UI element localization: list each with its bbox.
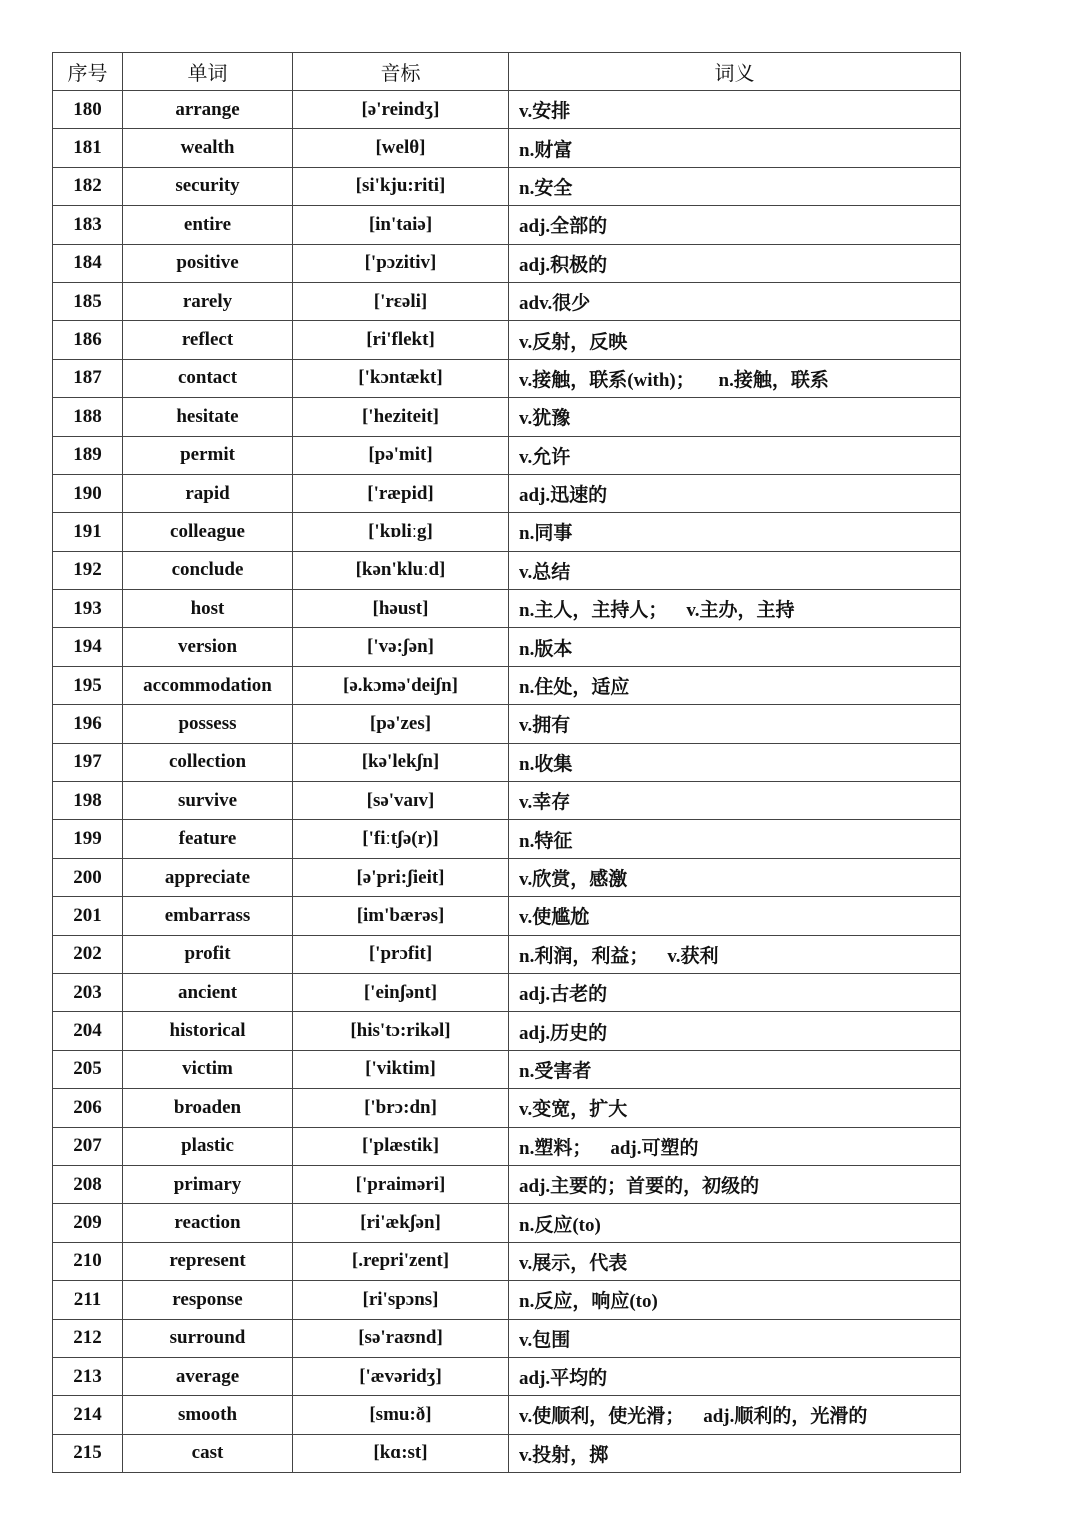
row-meaning: n.塑料； adj.可塑的 (509, 1127, 961, 1165)
row-word: entire (123, 206, 293, 244)
vocabulary-table (52, 52, 961, 1473)
table-row (53, 897, 961, 935)
row-meaning: v.投射，掷 (509, 1434, 961, 1472)
row-meaning: n.收集 (509, 743, 961, 781)
row-meaning: v.犹豫 (509, 398, 961, 436)
table-row (53, 167, 961, 205)
row-number: 188 (53, 398, 123, 436)
row-number: 212 (53, 1319, 123, 1357)
row-number: 206 (53, 1089, 123, 1127)
row-word: broaden (123, 1089, 293, 1127)
row-meaning: n.财富 (509, 129, 961, 167)
row-phonetic: [ə.kɔmə'deiʃn] (293, 666, 509, 704)
row-word: reflect (123, 321, 293, 359)
row-word: feature (123, 820, 293, 858)
row-meaning: v.接触，联系(with)； n.接触，联系 (509, 359, 961, 397)
row-meaning: v.包围 (509, 1319, 961, 1357)
row-phonetic: [sə'raʊnd] (293, 1319, 509, 1357)
row-phonetic: [welθ] (293, 129, 509, 167)
table-row (53, 398, 961, 436)
table-row (53, 743, 961, 781)
row-word: conclude (123, 551, 293, 589)
row-number: 210 (53, 1242, 123, 1280)
row-phonetic: [smu:ð] (293, 1396, 509, 1434)
row-word: wealth (123, 129, 293, 167)
table-row (53, 551, 961, 589)
row-meaning: v.欣赏，感激 (509, 858, 961, 896)
row-phonetic: ['ævəridʒ] (293, 1357, 509, 1395)
row-word: primary (123, 1165, 293, 1203)
row-phonetic: ['viktim] (293, 1050, 509, 1088)
row-phonetic: ['fiːtʃə(r)] (293, 820, 509, 858)
row-number: 197 (53, 743, 123, 781)
row-phonetic: [pə'zes] (293, 705, 509, 743)
row-phonetic: [kɑ:st] (293, 1434, 509, 1472)
row-meaning: n.反应，响应(to) (509, 1281, 961, 1319)
row-word: victim (123, 1050, 293, 1088)
table-row (53, 1204, 961, 1242)
row-phonetic: [pə'mit] (293, 436, 509, 474)
table-row (53, 206, 961, 244)
row-word: permit (123, 436, 293, 474)
table-row (53, 1281, 961, 1319)
row-word: arrange (123, 91, 293, 129)
row-phonetic: [ə'pri:ʃieit] (293, 858, 509, 896)
table-row (53, 129, 961, 167)
row-phonetic: [.repri'zent] (293, 1242, 509, 1280)
row-number: 186 (53, 321, 123, 359)
table-row (53, 244, 961, 282)
row-word: smooth (123, 1396, 293, 1434)
row-phonetic: ['plæstik] (293, 1127, 509, 1165)
row-number: 209 (53, 1204, 123, 1242)
row-meaning: n.住处，适应 (509, 666, 961, 704)
row-meaning: adj.历史的 (509, 1012, 961, 1050)
table-row (53, 1127, 961, 1165)
row-phonetic: ['kɒliːg] (293, 513, 509, 551)
row-word: rarely (123, 282, 293, 320)
row-number: 198 (53, 782, 123, 820)
row-meaning: n.版本 (509, 628, 961, 666)
row-word: rapid (123, 474, 293, 512)
row-word: response (123, 1281, 293, 1319)
row-phonetic: [həust] (293, 590, 509, 628)
row-phonetic: [kə'lekʃn] (293, 743, 509, 781)
row-word: appreciate (123, 858, 293, 896)
table-row (53, 858, 961, 896)
row-number: 214 (53, 1396, 123, 1434)
row-number: 204 (53, 1012, 123, 1050)
row-word: surround (123, 1319, 293, 1357)
row-meaning: adj.全部的 (509, 206, 961, 244)
table-row (53, 1050, 961, 1088)
row-phonetic: [kən'kluːd] (293, 551, 509, 589)
row-number: 213 (53, 1357, 123, 1395)
row-meaning: n.同事 (509, 513, 961, 551)
row-word: embarrass (123, 897, 293, 935)
row-meaning: adj.积极的 (509, 244, 961, 282)
row-word: reaction (123, 1204, 293, 1242)
table-row (53, 1165, 961, 1203)
row-number: 215 (53, 1434, 123, 1472)
row-word: collection (123, 743, 293, 781)
row-number: 211 (53, 1281, 123, 1319)
row-phonetic: [si'kju:riti] (293, 167, 509, 205)
row-word: security (123, 167, 293, 205)
row-number: 202 (53, 935, 123, 973)
row-meaning: v.反射，反映 (509, 321, 961, 359)
row-word: possess (123, 705, 293, 743)
row-number: 194 (53, 628, 123, 666)
row-phonetic: [ri'flekt] (293, 321, 509, 359)
row-number: 189 (53, 436, 123, 474)
row-meaning: n.受害者 (509, 1050, 961, 1088)
row-meaning: n.主人，主持人； v.主办，主持 (509, 590, 961, 628)
row-number: 195 (53, 666, 123, 704)
row-word: plastic (123, 1127, 293, 1165)
row-number: 192 (53, 551, 123, 589)
table-row (53, 705, 961, 743)
row-phonetic: ['einʃənt] (293, 973, 509, 1011)
row-phonetic: ['brɔ:dn] (293, 1089, 509, 1127)
row-meaning: adv.很少 (509, 282, 961, 320)
table-row (53, 1242, 961, 1280)
header-phonetic: 音标 (293, 53, 509, 91)
row-meaning: n.反应(to) (509, 1204, 961, 1242)
row-word: profit (123, 935, 293, 973)
table-row (53, 1012, 961, 1050)
table-row (53, 1319, 961, 1357)
row-phonetic: ['pɔzitiv] (293, 244, 509, 282)
table-row (53, 666, 961, 704)
row-number: 208 (53, 1165, 123, 1203)
table-row (53, 91, 961, 129)
row-number: 199 (53, 820, 123, 858)
row-meaning: v.幸存 (509, 782, 961, 820)
row-meaning: v.总结 (509, 551, 961, 589)
row-meaning: adj.古老的 (509, 973, 961, 1011)
row-word: represent (123, 1242, 293, 1280)
row-phonetic: [sə'vaɪv] (293, 782, 509, 820)
row-phonetic: ['kɔntækt] (293, 359, 509, 397)
row-number: 193 (53, 590, 123, 628)
table-row (53, 513, 961, 551)
table-row (53, 282, 961, 320)
row-word: colleague (123, 513, 293, 551)
table-row (53, 973, 961, 1011)
row-number: 205 (53, 1050, 123, 1088)
row-meaning: n.特征 (509, 820, 961, 858)
row-phonetic: ['heziteit] (293, 398, 509, 436)
row-number: 200 (53, 858, 123, 896)
row-meaning: adj.迅速的 (509, 474, 961, 512)
table-row (53, 1396, 961, 1434)
row-meaning: v.展示，代表 (509, 1242, 961, 1280)
header-number: 序号 (53, 53, 123, 91)
row-number: 187 (53, 359, 123, 397)
row-word: average (123, 1357, 293, 1395)
row-number: 196 (53, 705, 123, 743)
table-row (53, 590, 961, 628)
table-row (53, 1434, 961, 1472)
row-number: 191 (53, 513, 123, 551)
table-row (53, 935, 961, 973)
row-phonetic: ['praiməri] (293, 1165, 509, 1203)
row-phonetic: [his'tɔ:rikəl] (293, 1012, 509, 1050)
row-word: positive (123, 244, 293, 282)
table-body (53, 91, 961, 1473)
row-word: cast (123, 1434, 293, 1472)
row-number: 181 (53, 129, 123, 167)
table-row (53, 436, 961, 474)
row-phonetic: [im'bærəs] (293, 897, 509, 935)
row-meaning: n.利润，利益； v.获利 (509, 935, 961, 973)
row-word: host (123, 590, 293, 628)
row-phonetic: [in'taiə] (293, 206, 509, 244)
row-number: 201 (53, 897, 123, 935)
row-word: historical (123, 1012, 293, 1050)
row-number: 182 (53, 167, 123, 205)
table-row (53, 820, 961, 858)
table-row (53, 474, 961, 512)
row-word: contact (123, 359, 293, 397)
table-row (53, 1089, 961, 1127)
row-word: accommodation (123, 666, 293, 704)
row-number: 185 (53, 282, 123, 320)
row-meaning: n.安全 (509, 167, 961, 205)
row-number: 190 (53, 474, 123, 512)
row-number: 183 (53, 206, 123, 244)
row-phonetic: ['ræpid] (293, 474, 509, 512)
row-meaning: adj.平均的 (509, 1357, 961, 1395)
table-row (53, 628, 961, 666)
table-row (53, 321, 961, 359)
row-phonetic: ['rɛəli] (293, 282, 509, 320)
row-phonetic: ['prɔfit] (293, 935, 509, 973)
header-meaning: 词义 (509, 53, 961, 91)
row-phonetic: [ri'ækʃən] (293, 1204, 509, 1242)
row-word: hesitate (123, 398, 293, 436)
row-number: 203 (53, 973, 123, 1011)
row-meaning: v.允许 (509, 436, 961, 474)
row-meaning: v.使顺利，使光滑； adj.顺利的，光滑的 (509, 1396, 961, 1434)
row-word: ancient (123, 973, 293, 1011)
row-meaning: v.变宽，扩大 (509, 1089, 961, 1127)
row-number: 184 (53, 244, 123, 282)
row-word: survive (123, 782, 293, 820)
table-row (53, 359, 961, 397)
row-meaning: v.使尴尬 (509, 897, 961, 935)
row-phonetic: [ri'spɔns] (293, 1281, 509, 1319)
header-row (53, 53, 961, 91)
row-number: 180 (53, 91, 123, 129)
row-number: 207 (53, 1127, 123, 1165)
row-word: version (123, 628, 293, 666)
row-phonetic: [ə'reindʒ] (293, 91, 509, 129)
row-meaning: adj.主要的；首要的，初级的 (509, 1165, 961, 1203)
row-phonetic: ['və:ʃən] (293, 628, 509, 666)
table-row (53, 782, 961, 820)
header-word: 单词 (123, 53, 293, 91)
row-meaning: v.安排 (509, 91, 961, 129)
table-row (53, 1357, 961, 1395)
row-meaning: v.拥有 (509, 705, 961, 743)
